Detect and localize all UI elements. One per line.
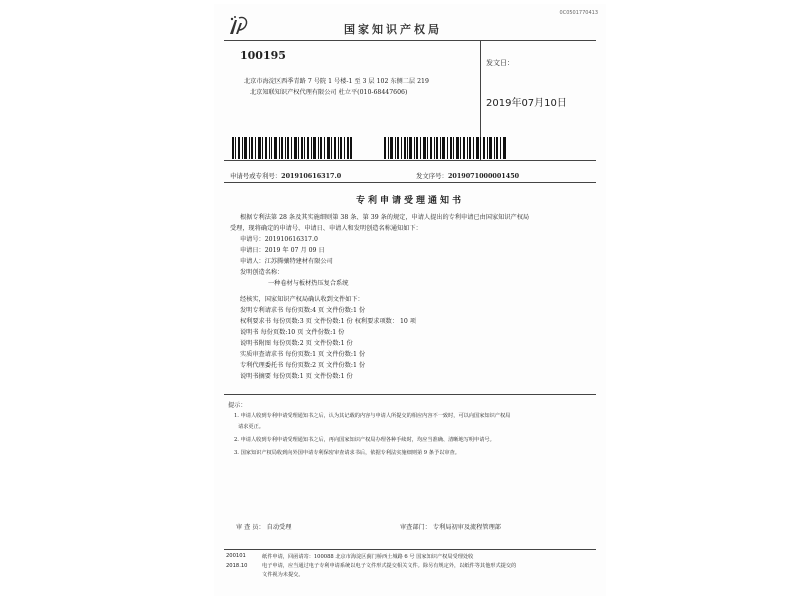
- note-item: 1. 申请人收到专利申请受理通知书之后，认为其记载的内容与申请人所提交的相应内容不一致时，可以向国家知识产权局: [234, 413, 511, 419]
- agency-name: 北京知联知识产权代理有限公司 杜立平(010-68447606): [250, 89, 408, 96]
- footer-rule: [224, 549, 596, 550]
- serial-number-field: 发文序号：2019071000001450: [416, 172, 520, 180]
- postcode: 100195: [240, 49, 286, 62]
- send-date: 2019年07月10日: [486, 98, 567, 109]
- notes-heading: 提示：: [228, 402, 247, 409]
- document-code: 0C0501770413: [559, 10, 598, 16]
- intro-line-2: 受理，现将确定的申请号、申请日、申请人和发明创造名称通知如下：: [230, 225, 422, 232]
- send-date-label: 发文日：: [486, 59, 514, 67]
- file-item: 说明书附图 每份页数:2 页 文件份数:1 份: [240, 340, 353, 347]
- application-number-line: 申请号：201910616317.0: [240, 236, 318, 243]
- application-number-field: 申请号或专利号：201910616317.0: [230, 172, 342, 180]
- file-item: 实质审查请求书 每份页数:1 页 文件份数:1 份: [240, 351, 366, 358]
- file-item: 权利要求书 每份页数:3 页 文件份数:1 份 权利要求项数： 10 项: [240, 318, 416, 325]
- department-field: 审查部门： 专利局初审及流程管理部: [400, 524, 501, 531]
- form-number: 200101: [226, 553, 246, 559]
- header-bottom-rule: [224, 160, 596, 161]
- note-item: 3. 国家知识产权局收到向外国申请专利保密审查请求书后，依据专利法实施细则第 9 条予以审查。: [234, 450, 460, 456]
- form-date: 2018.10: [226, 563, 248, 569]
- office-name: 国家知识产权局: [344, 23, 442, 36]
- file-item: 专利代理委托书 每份页数:2 页 文件份数:1 份: [240, 362, 366, 369]
- file-item: 发明专利请求书 每份页数:4 页 文件份数:1 份: [240, 307, 366, 314]
- notice-page: [214, 4, 606, 596]
- cnipa-logo-icon: [226, 14, 250, 36]
- file-item: 说明书 每份页数:10 页 文件份数:1 份: [240, 329, 345, 336]
- notice-title: 专利申请受理通知书: [355, 196, 464, 206]
- footer-line-1: 纸件申请，回函请寄：100088 北京市海淀区蓟门桥西土城路 6 号 国家知识产权局受理处收: [262, 554, 474, 560]
- id-rule: [224, 182, 596, 183]
- serial-number: 2019071000001450: [447, 172, 520, 180]
- application-barcode: [232, 137, 352, 159]
- footer-line-2: 电子申请，应当通过电子专利申请系统以电子文件形式提交相关文件。除另有规定外，以纸件等其他形式提交的: [262, 563, 517, 569]
- examiner-name: 自动受理: [266, 524, 292, 531]
- notes-rule: [224, 394, 596, 395]
- invention-name: 一种卷材与板材热压复合系统: [268, 280, 349, 287]
- header-rule: [224, 40, 596, 41]
- department-name: 专利局初审及流程管理部: [432, 524, 501, 531]
- footer-line-3: 文件视为未提交。: [262, 572, 304, 578]
- intro-line-1: 根据专利法第 28 条及其实施细则第 38 条、第 39 条的规定，申请人提出的专利申请已由国家知识产权局: [240, 214, 530, 221]
- file-item: 说明书摘要 每份页数:1 页 文件份数:1 份: [240, 373, 353, 380]
- application-date-line: 申请日：2019 年 07 月 09 日: [240, 247, 325, 254]
- application-number: 201910616317.0: [281, 172, 342, 180]
- serial-barcode: [384, 137, 506, 159]
- invention-label: 发明创造名称：: [240, 269, 284, 276]
- applicant-line: 申请人：江苏腾骧特建材有限公司: [240, 258, 333, 265]
- note-item: 2. 申请人收到专利申请受理通知书之后，再向国家知识产权局办理各种手续时，均应当准确、清晰地写明申请号。: [234, 437, 495, 443]
- files-intro: 经核实，国家知识产权局确认收到文件如下：: [240, 296, 364, 303]
- note-item: 请求更正。: [238, 424, 264, 430]
- recipient-address: 北京市海淀区西季青路 7 号院 1 号楼-1 至 3 层 102 东侧二层 219: [244, 78, 429, 85]
- examiner-field: 审 查 员： 自动受理: [236, 524, 292, 531]
